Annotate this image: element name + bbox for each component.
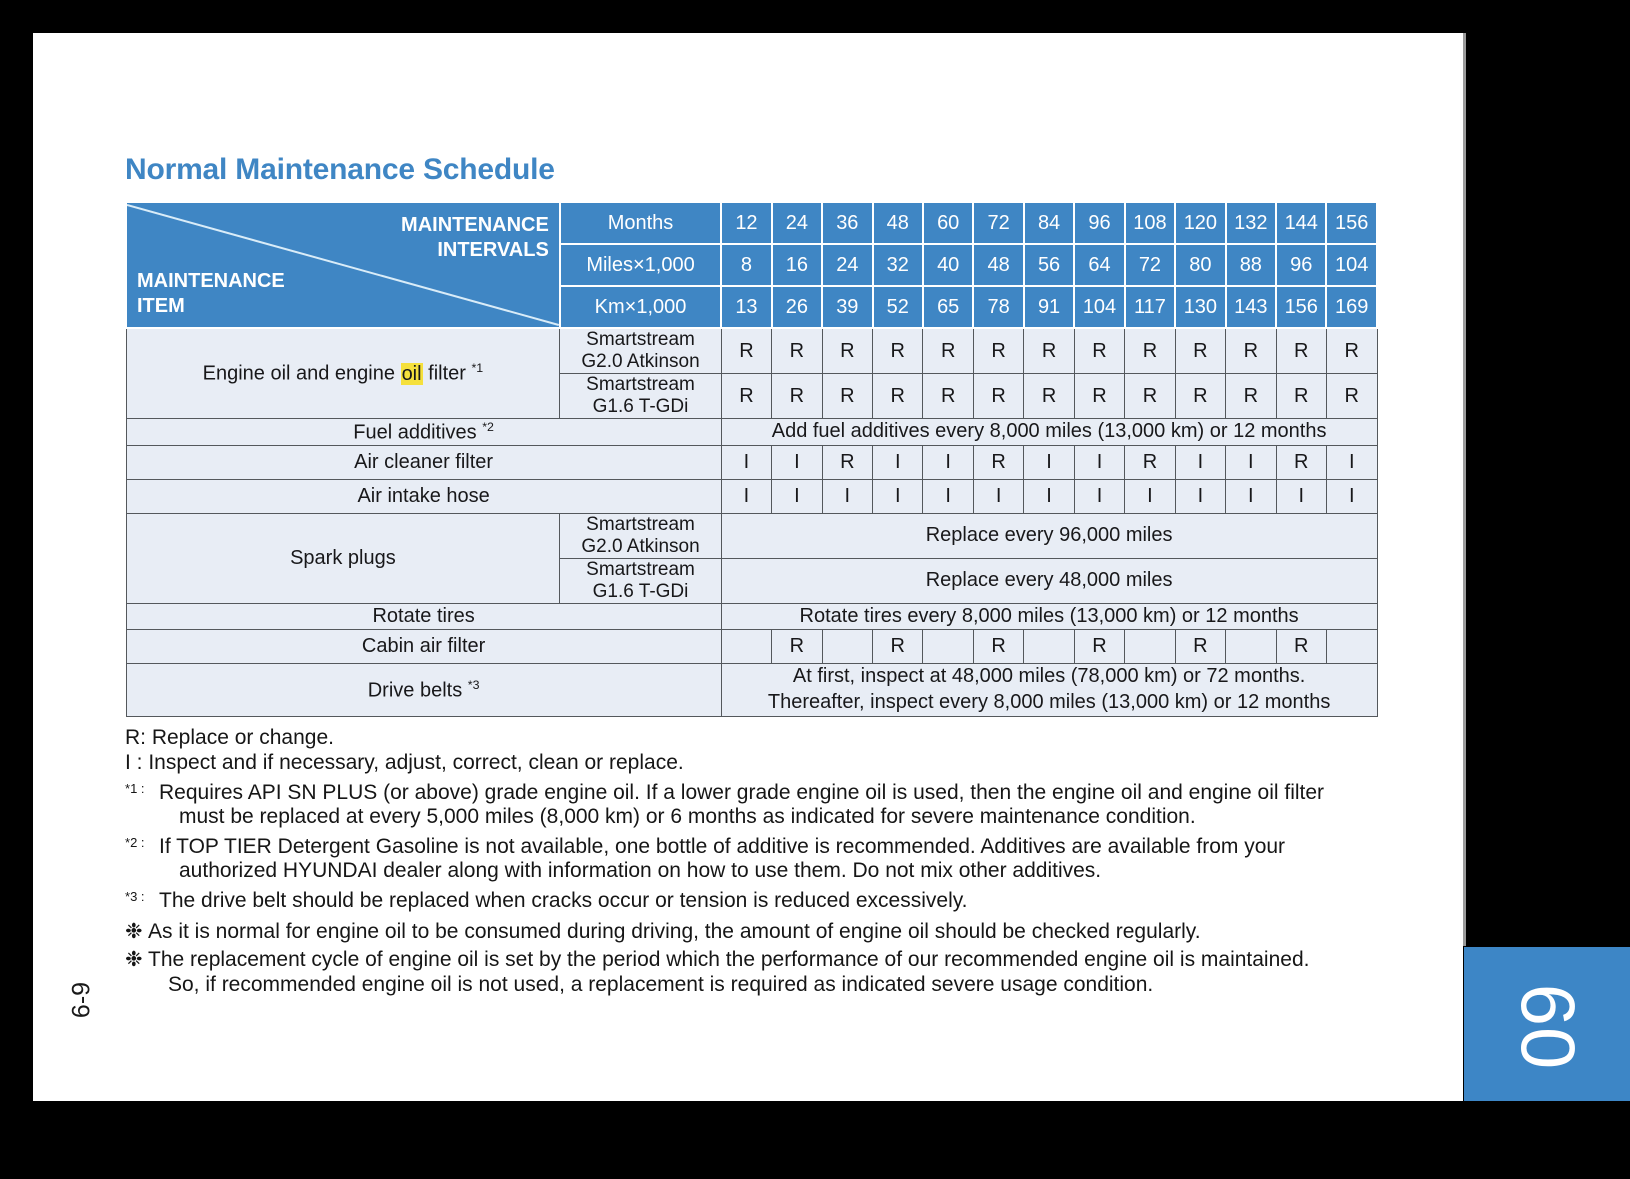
interval-value-cell: 60	[923, 202, 973, 244]
maintenance-mark-cell: R	[973, 328, 1023, 374]
maintenance-mark-cell	[1226, 630, 1276, 664]
maintenance-mark-cell: R	[1276, 374, 1326, 419]
maintenance-mark-cell: I	[873, 479, 923, 513]
footnote-tag: *3 :	[125, 889, 145, 904]
page-spine-line	[1463, 33, 1466, 946]
interval-value-cell: 26	[772, 286, 822, 328]
interval-value-cell: 120	[1175, 202, 1225, 244]
interval-value-cell: 39	[822, 286, 872, 328]
engine-variant-label: Smartstream G1.6 T-GDi	[560, 558, 721, 603]
maintenance-mark-cell: I	[1276, 479, 1326, 513]
interval-row-label: Miles×1,000	[560, 244, 721, 286]
maintenance-mark-cell: R	[822, 374, 872, 419]
interval-value-cell: 72	[1125, 244, 1175, 286]
maintenance-mark-cell: I	[973, 479, 1023, 513]
legend-replace: R: Replace or change.	[125, 725, 334, 749]
footnote-tag: *1 :	[125, 780, 145, 796]
manual-page	[33, 33, 1463, 1101]
maintenance-mark-cell: I	[873, 445, 923, 479]
maintenance-mark-cell	[1024, 630, 1074, 664]
maintenance-mark-cell: R	[721, 374, 771, 419]
maintenance-note-cell: At first, inspect at 48,000 miles (78,000 km) or 72 months. Thereafter, inspect every 8,000 miles (13,000 km) or 12 months	[721, 664, 1377, 716]
legend-inspect: I : Inspect and if necessary, adjust, correct, clean or replace.	[125, 751, 684, 775]
interval-value-cell: 52	[873, 286, 923, 328]
maintenance-mark-cell: R	[1074, 630, 1124, 664]
interval-row-label: Km×1,000	[560, 286, 721, 328]
maintenance-mark-cell: R	[1024, 328, 1074, 374]
interval-value-cell: 40	[923, 244, 973, 286]
maintenance-mark-cell: R	[1276, 445, 1326, 479]
engine-variant-label: Smartstream G1.6 T-GDi	[560, 374, 721, 419]
interval-value-cell: 78	[973, 286, 1023, 328]
interval-value-cell: 132	[1226, 202, 1276, 244]
interval-value-cell: 130	[1175, 286, 1225, 328]
maintenance-mark-cell	[923, 630, 973, 664]
footnote-tag: *2 :	[125, 834, 145, 850]
maintenance-mark-cell: I	[1326, 445, 1377, 479]
interval-value-cell: 144	[1276, 202, 1326, 244]
maintenance-mark-cell: R	[1226, 328, 1276, 374]
maintenance-mark-cell: R	[873, 374, 923, 419]
maintenance-item-name: Air intake hose	[126, 479, 721, 513]
interval-value-cell: 24	[822, 244, 872, 286]
maintenance-item-name: Air cleaner filter	[126, 445, 721, 479]
table-row	[126, 630, 1377, 664]
maintenance-mark-cell: R	[1125, 445, 1175, 479]
maintenance-mark-cell: R	[873, 630, 923, 664]
maintenance-item-name: Drive belts $^{*3}$	[126, 664, 721, 716]
maintenance-mark-cell: R	[1276, 630, 1326, 664]
maintenance-mark-cell: I	[923, 445, 973, 479]
table-row	[126, 664, 1377, 716]
maintenance-mark-cell: R	[1276, 328, 1326, 374]
maintenance-mark-cell: I	[1326, 479, 1377, 513]
interval-value-cell: 32	[873, 244, 923, 286]
maintenance-mark-cell: R	[923, 374, 973, 419]
maintenance-mark-cell: R	[772, 630, 822, 664]
maintenance-mark-cell: R	[1326, 374, 1377, 419]
maintenance-mark-cell: I	[1226, 479, 1276, 513]
interval-value-cell: 12	[721, 202, 771, 244]
footnote-text: The drive belt should be replaced when cracks occur or tension is reduced excessively.	[159, 889, 968, 912]
page-number-tab	[1464, 947, 1630, 1101]
maintenance-mark-cell: I	[772, 445, 822, 479]
asterisk-note-text: The replacement cycle of engine oil is set by the period which the performance of our recommended engine oil is maintained. So, if recommended engine oil is not used, a replacement is required as indicated severe usage condition.	[148, 948, 1310, 996]
header-corner-cell	[126, 202, 560, 328]
table-row	[126, 445, 1377, 479]
maintenance-mark-cell: I	[1074, 445, 1124, 479]
interval-value-cell: 88	[1226, 244, 1276, 286]
page-number: 60	[1504, 983, 1590, 1071]
interval-value-cell: 80	[1175, 244, 1225, 286]
maintenance-mark-cell: I	[1175, 445, 1225, 479]
footnotes-section	[125, 726, 1415, 998]
maintenance-mark-cell: I	[1175, 479, 1225, 513]
maintenance-item-name: Rotate tires	[126, 603, 721, 630]
engine-variant-label: Smartstream G2.0 Atkinson	[560, 513, 721, 558]
maintenance-note-cell: Add fuel additives every 8,000 miles (13,000 km) or 12 months	[721, 419, 1377, 446]
maintenance-mark-cell: I	[1024, 445, 1074, 479]
interval-header-row	[126, 202, 1377, 244]
footnote-text: Requires API SN PLUS (or above) grade engine oil. If a lower grade engine oil is used, then the engine oil and engine oil filter must be replaced at every 5,000 miles (8,000 km) or 6 months as indicated for severe maintenance condition.	[159, 780, 1325, 829]
maintenance-mark-cell: I	[1024, 479, 1074, 513]
maintenance-mark-cell: R	[1226, 374, 1276, 419]
interval-value-cell: 91	[1024, 286, 1074, 328]
interval-value-cell: 24	[772, 202, 822, 244]
maintenance-mark-cell: I	[721, 445, 771, 479]
maintenance-mark-cell: R	[1074, 328, 1124, 374]
asterisk-note-text: As it is normal for engine oil to be consumed during driving, the amount of engine oil should be checked regularly.	[148, 919, 1201, 943]
maintenance-mark-cell: R	[973, 445, 1023, 479]
interval-row-label: Months	[560, 202, 721, 244]
maintenance-mark-cell: I	[721, 479, 771, 513]
interval-value-cell: 36	[822, 202, 872, 244]
footnote	[125, 835, 1415, 884]
maintenance-mark-cell: I	[822, 479, 872, 513]
header-intervals-label: MAINTENANCE INTERVALS	[401, 214, 549, 261]
maintenance-mark-cell: R	[1326, 328, 1377, 374]
page-content	[125, 153, 1415, 997]
chapter-marker-label: 6-9	[67, 981, 96, 1019]
maintenance-item-name: Engine oil and engine oil filter $^{*1}$	[126, 328, 560, 419]
interval-value-cell: 143	[1226, 286, 1276, 328]
maintenance-item-name: Spark plugs	[126, 513, 560, 603]
interval-value-cell: 56	[1024, 244, 1074, 286]
maintenance-mark-cell: I	[1074, 479, 1124, 513]
asterisk-note	[125, 920, 1415, 945]
maintenance-mark-cell	[1125, 630, 1175, 664]
asterisk-icon: ❉	[125, 919, 143, 943]
engine-variant-label: Smartstream G2.0 Atkinson	[560, 328, 721, 374]
maintenance-mark-cell: R	[973, 374, 1023, 419]
maintenance-mark-cell: R	[1175, 374, 1225, 419]
interval-value-cell: 48	[973, 244, 1023, 286]
maintenance-mark-cell: R	[1125, 374, 1175, 419]
table-row	[126, 328, 1377, 374]
maintenance-mark-cell	[1326, 630, 1377, 664]
maintenance-mark-cell: R	[1074, 374, 1124, 419]
maintenance-mark-cell: R	[923, 328, 973, 374]
maintenance-mark-cell: R	[772, 328, 822, 374]
table-row	[126, 603, 1377, 630]
maintenance-mark-cell: R	[1024, 374, 1074, 419]
footnote-text: If TOP TIER Detergent Gasoline is not available, one bottle of additive is recommended. Additives are available from your authorized HYUNDAI dealer along with information on how to use them. Do not mix other additives.	[159, 834, 1286, 883]
maintenance-mark-cell: R	[973, 630, 1023, 664]
interval-value-cell: 156	[1326, 202, 1377, 244]
table-row	[126, 419, 1377, 446]
maintenance-mark-cell: I	[772, 479, 822, 513]
maintenance-mark-cell: R	[721, 328, 771, 374]
interval-value-cell: 65	[923, 286, 973, 328]
interval-value-cell: 169	[1326, 286, 1377, 328]
interval-value-cell: 13	[721, 286, 771, 328]
maintenance-note-cell: Replace every 48,000 miles	[721, 558, 1377, 603]
interval-value-cell: 96	[1276, 244, 1326, 286]
interval-value-cell: 84	[1024, 202, 1074, 244]
maintenance-note-cell: Replace every 96,000 miles	[721, 513, 1377, 558]
interval-value-cell: 72	[973, 202, 1023, 244]
maintenance-mark-cell: I	[923, 479, 973, 513]
asterisk-note	[125, 948, 1415, 997]
interval-value-cell: 16	[772, 244, 822, 286]
maintenance-mark-cell: R	[1125, 328, 1175, 374]
interval-value-cell: 8	[721, 244, 771, 286]
maintenance-mark-cell: I	[1125, 479, 1175, 513]
maintenance-mark-cell: R	[1175, 630, 1225, 664]
interval-value-cell: 64	[1074, 244, 1124, 286]
interval-value-cell: 156	[1276, 286, 1326, 328]
maintenance-mark-cell: R	[822, 445, 872, 479]
table-row	[126, 513, 1377, 558]
maintenance-mark-cell: R	[822, 328, 872, 374]
footnote	[125, 889, 1415, 916]
maintenance-mark-cell: R	[1175, 328, 1225, 374]
footnote	[125, 781, 1415, 830]
maintenance-mark-cell	[721, 630, 771, 664]
maintenance-mark-cell: I	[1226, 445, 1276, 479]
chapter-marker	[62, 955, 102, 1045]
interval-value-cell: 108	[1125, 202, 1175, 244]
page-title: Normal Maintenance Schedule	[125, 153, 555, 186]
table-row	[126, 479, 1377, 513]
interval-value-cell: 96	[1074, 202, 1124, 244]
asterisk-icon: ❉	[125, 948, 143, 972]
maintenance-mark-cell: R	[873, 328, 923, 374]
maintenance-note-cell: Rotate tires every 8,000 miles (13,000 km) or 12 months	[721, 603, 1377, 630]
header-item-label: MAINTENANCE ITEM	[137, 270, 285, 317]
interval-value-cell: 48	[873, 202, 923, 244]
maintenance-mark-cell: R	[772, 374, 822, 419]
interval-value-cell: 104	[1074, 286, 1124, 328]
maintenance-item-name: Fuel additives $^{*2}$	[126, 419, 721, 446]
highlighted-text: oil	[401, 362, 422, 385]
maintenance-item-name: Cabin air filter	[126, 630, 721, 664]
maintenance-mark-cell	[822, 630, 872, 664]
maintenance-schedule-table	[125, 201, 1378, 717]
interval-value-cell: 104	[1326, 244, 1377, 286]
interval-value-cell: 117	[1125, 286, 1175, 328]
